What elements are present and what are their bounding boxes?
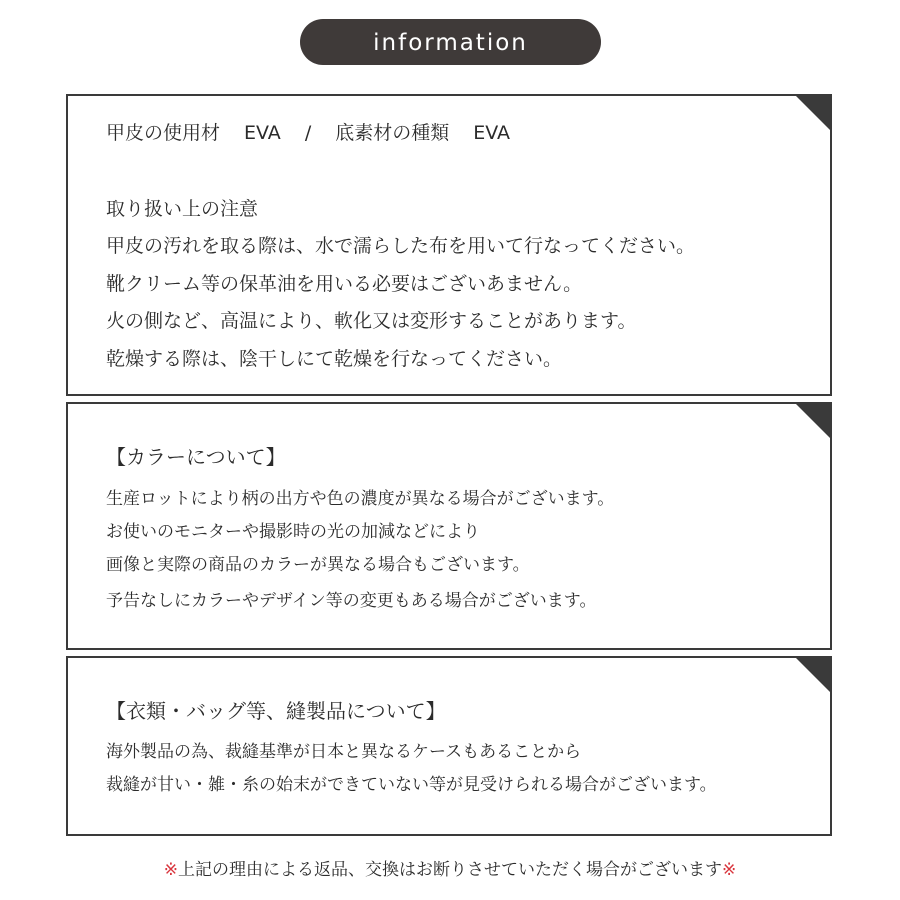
color-notice-line: 生産ロットにより柄の出方や色の濃度が異なる場合がございます。 — [106, 489, 615, 509]
care-line: 甲皮の汚れを取る際は、水で濡らした布を用いて行なってください。 — [106, 235, 696, 257]
color-notice-line: 画像と実際の商品のカラーが異なる場合もございます。 — [106, 555, 530, 575]
corner-fold-decoration — [795, 95, 831, 131]
material-care-panel — [66, 94, 832, 396]
sewn-notice-heading: 【衣類・バッグ等、縫製品について】 — [106, 699, 446, 723]
corner-fold-decoration — [795, 403, 831, 439]
return-policy-text: 上記の理由による返品、交換はお断りさせていただく場合がございます — [178, 860, 722, 880]
corner-fold-decoration — [795, 657, 831, 693]
color-notice-line: 予告なしにカラーやデザイン等の変更もある場合がございます。 — [106, 591, 597, 611]
sewn-notice-line: 裁縫が甘い・雑・糸の始末ができていない等が見受けられる場合がございます。 — [106, 775, 717, 795]
care-line: 火の側など、高温により、軟化又は変形することがあります。 — [106, 310, 637, 332]
material-separator: / — [304, 122, 312, 144]
care-line: 乾燥する際は、陰干しにて乾燥を行なってください。 — [106, 348, 563, 370]
reference-mark-icon: ※ — [163, 860, 178, 880]
color-notice-panel — [66, 402, 832, 650]
information-title: information — [373, 30, 528, 56]
care-title: 取り扱い上の注意 — [106, 198, 259, 220]
material-line — [106, 118, 510, 145]
care-line: 靴クリーム等の保革油を用いる必要はございあません。 — [106, 273, 583, 295]
color-notice-heading: 【カラーについて】 — [106, 445, 286, 469]
sole-material-label: 底素材の種類 — [335, 122, 450, 144]
upper-material-value: EVA — [244, 122, 281, 144]
reference-mark-icon: ※ — [722, 860, 737, 880]
sewn-notice-panel — [66, 656, 832, 836]
sole-material-value: EVA — [473, 122, 511, 144]
sewn-notice-line: 海外製品の為、裁縫基準が日本と異なるケースもあることから — [106, 742, 582, 762]
return-policy-note — [0, 855, 900, 880]
information-header — [300, 19, 601, 65]
color-notice-line: お使いのモニターや撮影時の光の加減などにより — [106, 522, 480, 542]
upper-material-label: 甲皮の使用材 — [106, 122, 221, 144]
